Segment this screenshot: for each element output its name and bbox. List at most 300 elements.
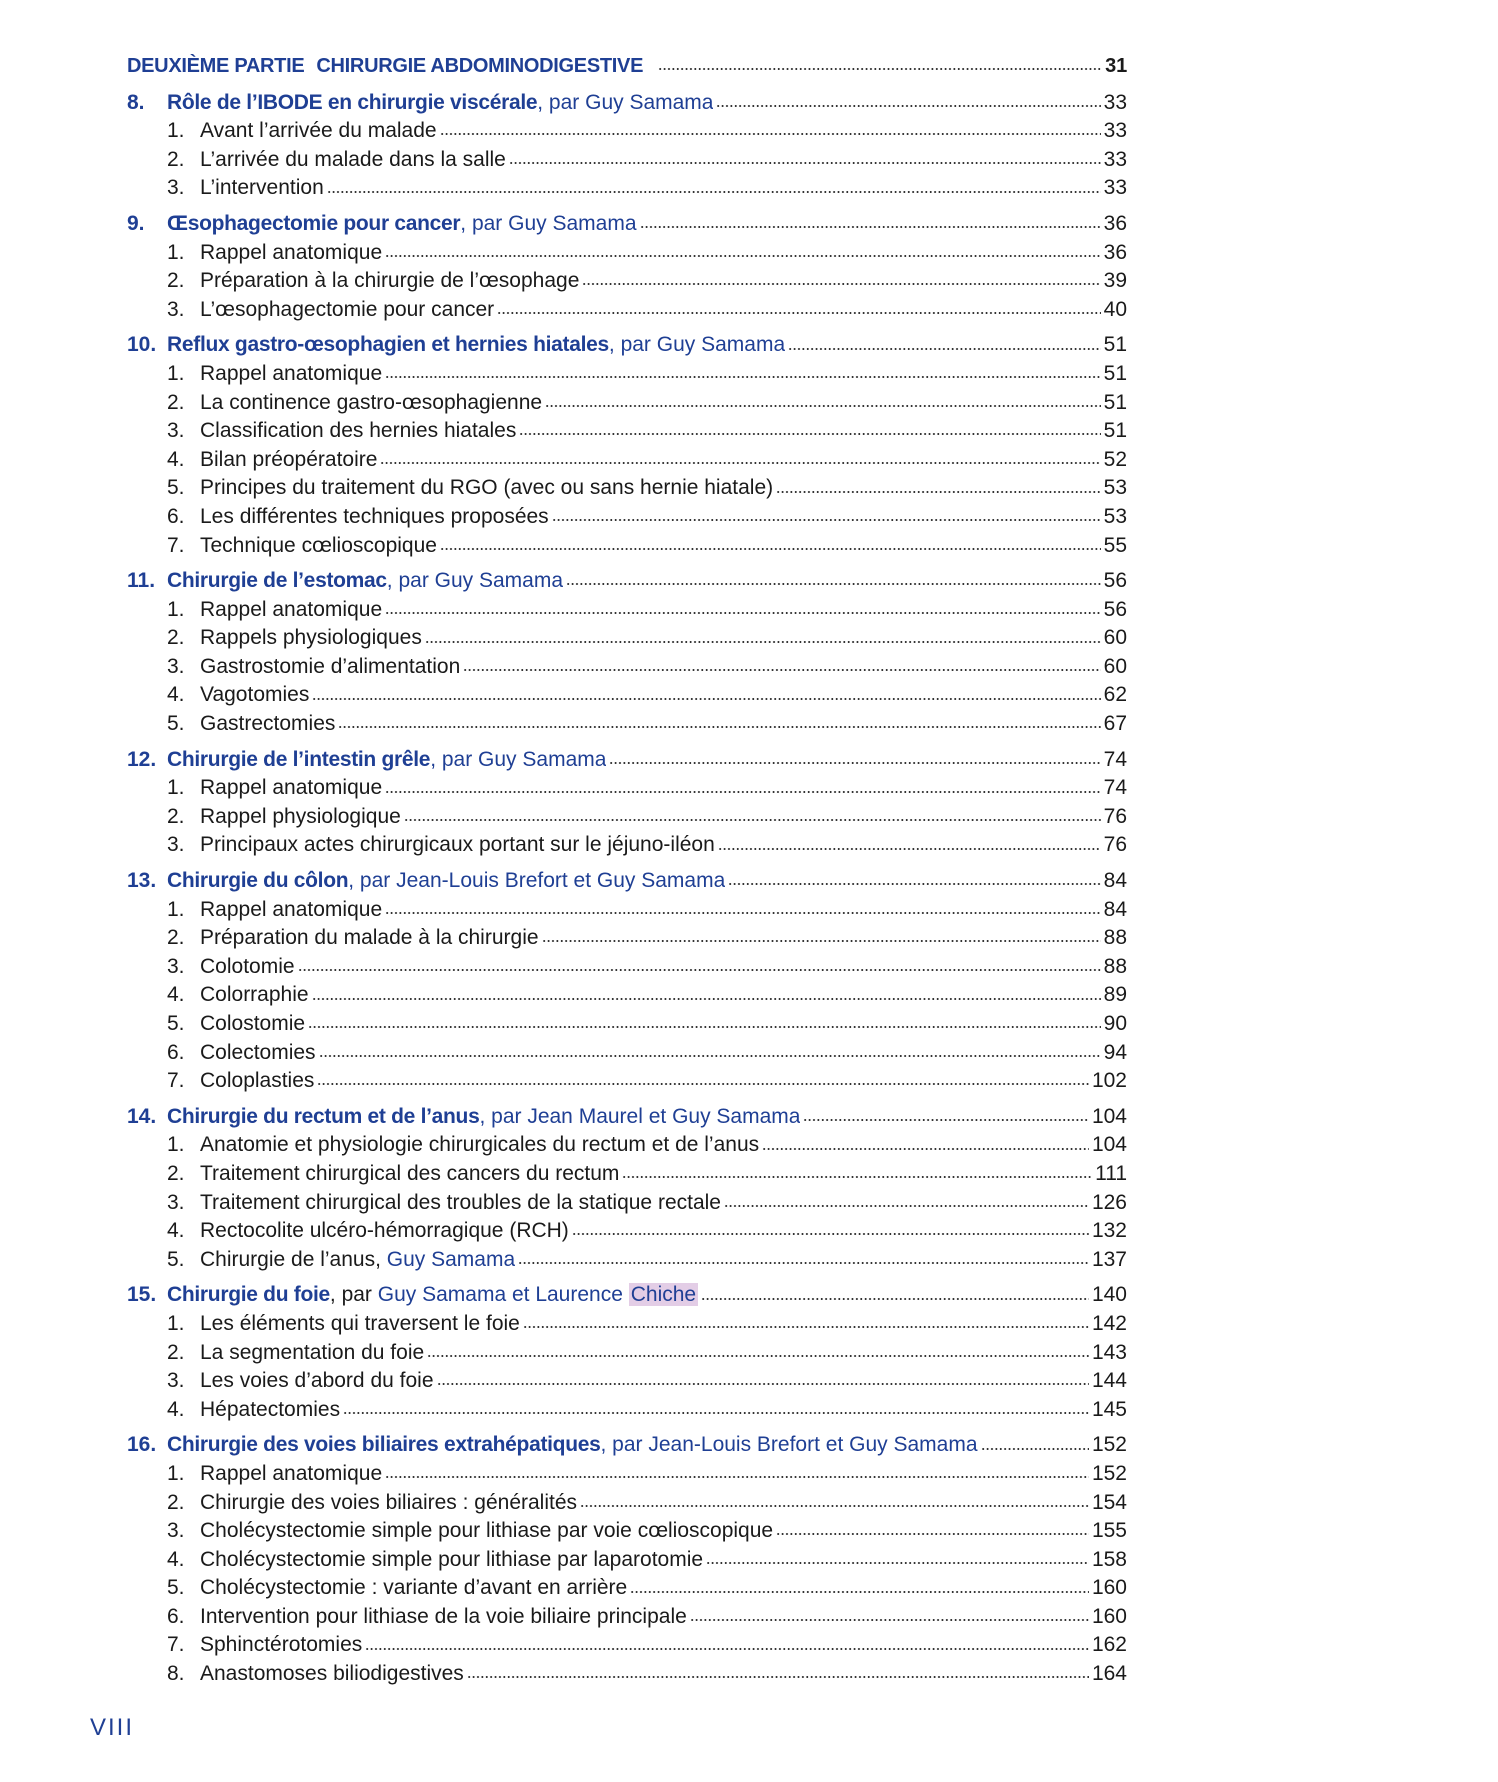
page-number: 62	[1103, 683, 1127, 707]
section-entry[interactable]	[127, 1245, 1127, 1274]
section-entry[interactable]	[127, 416, 1127, 445]
section-entry[interactable]	[127, 1366, 1127, 1395]
dot-leader	[404, 804, 1101, 825]
section-entry[interactable]	[127, 680, 1127, 709]
dot-leader	[327, 175, 1101, 196]
page-number: 90	[1103, 1012, 1127, 1035]
dot-leader	[425, 625, 1101, 646]
section-title	[200, 1460, 382, 1489]
section-title-text: Chirurgie des voies biliaires : généralités	[200, 1490, 578, 1514]
chapter-list	[127, 88, 1127, 1688]
section-title-text: Rectocolite ulcéro-hémorragique (RCH)	[200, 1219, 569, 1243]
section-number: 1.	[167, 897, 185, 921]
chapter-title-text: Chirurgie de l’intestin grêle	[167, 747, 431, 771]
chapter-title	[167, 867, 725, 896]
section-title-text: La continence gastro-œsophagienne	[200, 390, 543, 414]
section-title	[200, 174, 324, 203]
chapter-authors: , par Jean Maurel et Guy Samama	[479, 1104, 801, 1128]
page-number: 33	[1103, 147, 1127, 171]
page-number: 53	[1103, 476, 1127, 500]
page-number: 52	[1103, 447, 1127, 471]
section-title-text: Gastrectomies	[200, 712, 336, 736]
chapter-number: 15.	[127, 1283, 157, 1307]
section-entry[interactable]	[127, 445, 1127, 474]
chapter-authors: , par Jean-Louis Brefort et Guy Samama	[600, 1433, 978, 1457]
page-number: 104	[1091, 1104, 1127, 1128]
chapter-title	[167, 210, 637, 239]
dot-leader	[427, 1340, 1089, 1361]
page-number: 88	[1103, 954, 1127, 978]
section-title-text: L’arrivée du malade dans la salle	[200, 147, 506, 171]
chapter-number: 11.	[127, 569, 156, 593]
section-number: 1.	[167, 1133, 185, 1157]
chapter-authors: , par Guy Samama	[386, 569, 564, 593]
section-number: 1.	[167, 1311, 185, 1335]
dot-leader	[701, 1282, 1089, 1303]
section-entry[interactable]	[127, 595, 1127, 624]
section-number: 6.	[167, 504, 185, 528]
section-title-text: Avant l’arrivée du malade	[200, 119, 437, 143]
chapter-title-text: Chirurgie de l’estomac	[167, 569, 387, 593]
section-title	[200, 1339, 424, 1368]
page-number: 31	[1105, 55, 1127, 77]
page-number: 111	[1095, 1161, 1127, 1185]
section-title	[200, 953, 295, 982]
chapter-title-text: Reflux gastro-œsophagien et hernies hiatales	[167, 333, 609, 357]
chapter-entry[interactable]	[127, 209, 1127, 238]
section-title	[200, 239, 382, 268]
section-number: 2.	[167, 1340, 185, 1364]
page-number: 132	[1091, 1219, 1127, 1243]
section-number: 3.	[167, 1519, 185, 1543]
page-number: 55	[1103, 533, 1127, 557]
section-title-text: Technique cœlioscopique	[200, 533, 437, 557]
section-title-text: L’œsophagectomie pour cancer	[200, 297, 495, 321]
chapter-entry[interactable]	[127, 330, 1127, 359]
section-number: 6.	[167, 1040, 185, 1064]
section-number: 1.	[167, 597, 185, 621]
section-title	[200, 474, 773, 503]
dot-leader	[317, 1068, 1089, 1089]
section-title-text: Sphinctérotomies	[200, 1633, 363, 1657]
section-entry[interactable]	[127, 238, 1127, 267]
section-title-text: Hépatectomies	[200, 1397, 341, 1421]
section-title	[200, 146, 506, 175]
section-number: 1.	[167, 776, 185, 800]
section-number: 2.	[167, 926, 185, 950]
section-number: 4.	[167, 1547, 185, 1571]
chapter-title-text: Chirurgie du côlon	[167, 869, 349, 893]
dot-leader	[312, 982, 1101, 1003]
section-number: 1.	[167, 119, 185, 143]
section-number: 3.	[167, 654, 185, 678]
dot-leader	[728, 868, 1100, 889]
chapter-title	[167, 89, 713, 118]
page-number: 39	[1103, 269, 1127, 293]
section-title-text: Principaux actes chirurgicaux portant sur le jéjuno-iléon	[200, 833, 715, 857]
page-number: 33	[1103, 90, 1127, 114]
section-title-text: Les voies d’abord du foie	[200, 1369, 434, 1393]
dot-leader	[572, 1218, 1089, 1239]
section-entry[interactable]	[127, 295, 1127, 324]
dot-leader	[776, 1518, 1089, 1539]
dot-leader	[319, 1040, 1101, 1061]
section-title-text: Rappel anatomique	[200, 776, 383, 800]
dot-leader	[724, 1190, 1089, 1211]
section-entry[interactable]	[127, 830, 1127, 859]
section-number: 1.	[167, 240, 185, 264]
section-title	[200, 267, 579, 296]
section-title	[200, 1160, 619, 1189]
section-entry[interactable]	[127, 145, 1127, 174]
section-entry[interactable]	[127, 1130, 1127, 1159]
section-entry[interactable]	[127, 1038, 1127, 1067]
section-entry[interactable]	[127, 1516, 1127, 1545]
page-number: 36	[1103, 211, 1127, 235]
section-entry[interactable]	[127, 1545, 1127, 1574]
section-entry[interactable]	[127, 1630, 1127, 1659]
page-number: 126	[1091, 1190, 1127, 1214]
section-title-text: Rappel anatomique	[200, 1461, 383, 1485]
section-title	[200, 1246, 515, 1275]
section-title-text: Les éléments qui traversent le foie	[200, 1311, 520, 1335]
section-title	[200, 1067, 314, 1096]
section-entry[interactable]	[127, 1459, 1127, 1488]
section-number: 6.	[167, 1604, 185, 1628]
section-number: 7.	[167, 1069, 185, 1093]
section-title	[200, 117, 437, 146]
chapter-title-text: Chirurgie du foie	[167, 1283, 330, 1307]
page-number: 56	[1103, 569, 1127, 593]
section-number: 2.	[167, 269, 185, 293]
section-entry[interactable]	[127, 623, 1127, 652]
chapter-entry[interactable]	[127, 1102, 1127, 1131]
section-title-text: Cholécystectomie simple pour lithiase par laparotomie	[200, 1547, 704, 1571]
dot-leader	[981, 1432, 1089, 1453]
part-heading[interactable]	[127, 52, 1127, 81]
page-number: 84	[1103, 897, 1127, 921]
dot-leader	[437, 1368, 1089, 1389]
section-title-text: La segmentation du foie	[200, 1340, 425, 1364]
section-number: 5.	[167, 1247, 185, 1271]
section-entry[interactable]	[127, 1573, 1127, 1602]
page-number: 33	[1103, 176, 1127, 200]
section-entry[interactable]	[127, 173, 1127, 202]
dot-leader	[509, 147, 1101, 168]
chapter-number: 9.	[127, 211, 145, 235]
dot-leader	[582, 268, 1100, 289]
chapter-authors: , par Guy Samama	[537, 90, 714, 114]
section-number: 5.	[167, 1012, 185, 1035]
dot-leader	[706, 1547, 1089, 1568]
section-title	[200, 831, 715, 860]
dot-leader	[776, 475, 1101, 496]
section-title-text: Cholécystectomie simple pour lithiase par voie cœlioscopique	[200, 1519, 774, 1543]
section-title	[200, 710, 335, 739]
section-title	[200, 1367, 434, 1396]
section-entry[interactable]	[127, 980, 1127, 1009]
section-number: 1.	[167, 361, 185, 385]
section-entry[interactable]	[127, 359, 1127, 388]
page-folio: VIII	[90, 1714, 135, 1741]
page-number: 152	[1091, 1433, 1127, 1457]
page-number: 102	[1091, 1069, 1127, 1093]
dot-leader	[385, 597, 1101, 618]
section-title-text: Cholécystectomie : variante d’avant en arrière	[200, 1576, 628, 1600]
section-number: 2.	[167, 626, 185, 650]
page-number: 74	[1103, 747, 1127, 771]
page-number: 74	[1103, 776, 1127, 800]
section-entry[interactable]	[127, 952, 1127, 981]
section-title-text: Bilan préopératoire	[200, 447, 378, 471]
section-number: 8.	[167, 1662, 185, 1686]
dot-leader	[803, 1104, 1089, 1125]
page-number: 144	[1091, 1369, 1127, 1393]
dot-leader	[552, 504, 1101, 525]
section-title-text: Principes du traitement du RGO (avec ou sans hernie hiatale)	[200, 476, 774, 500]
section-entry[interactable]	[127, 1602, 1127, 1631]
dot-leader	[518, 1247, 1089, 1268]
section-number: 2.	[167, 147, 185, 171]
page-number: 36	[1103, 240, 1127, 264]
dot-leader	[580, 1490, 1089, 1511]
page-number: 51	[1103, 419, 1127, 443]
chapter-authors: , par Jean-Louis Brefort et Guy Samama	[348, 869, 726, 893]
section-title	[200, 446, 377, 475]
section-entry[interactable]	[127, 1066, 1127, 1095]
chapter-entry[interactable]	[127, 1430, 1127, 1459]
section-number: 3.	[167, 954, 185, 978]
chapter-by: , par	[329, 1283, 378, 1307]
section-author: Guy Samama	[386, 1247, 516, 1271]
dot-leader	[545, 390, 1101, 411]
dot-leader	[788, 332, 1101, 353]
section-title-text: Traitement chirurgical des troubles de la statique rectale	[200, 1190, 721, 1214]
section-title-text: Anastomoses biliodigestives	[200, 1662, 464, 1686]
section-title-text: Rappels physiologiques	[200, 626, 422, 650]
section-entry[interactable]	[127, 1188, 1127, 1217]
section-entry[interactable]	[127, 652, 1127, 681]
section-title-text: Vagotomies	[200, 683, 310, 707]
section-number: 2.	[167, 1490, 185, 1514]
section-number: 3.	[167, 419, 185, 443]
dot-leader	[298, 954, 1101, 975]
section-title	[200, 681, 309, 710]
section-title	[200, 1631, 362, 1660]
page-number: 160	[1091, 1604, 1127, 1628]
section-title	[200, 624, 422, 653]
dot-leader	[380, 447, 1100, 468]
chapter-entry[interactable]	[127, 88, 1127, 117]
section-number: 4.	[167, 1219, 185, 1243]
section-title-text: Chirurgie de l’anus,	[200, 1247, 387, 1271]
dot-leader	[467, 1661, 1089, 1682]
page-number: 162	[1091, 1633, 1127, 1657]
page-number: 137	[1091, 1247, 1127, 1271]
page-number: 89	[1103, 983, 1127, 1007]
dot-leader	[630, 1575, 1089, 1596]
chapter-title	[167, 567, 563, 596]
section-entry[interactable]	[127, 473, 1127, 502]
section-number: 2.	[167, 390, 185, 414]
section-title-text: Traitement chirurgical des cancers du rectum	[200, 1161, 620, 1185]
section-title-text: Rappel anatomique	[200, 597, 383, 621]
section-entry[interactable]	[127, 1488, 1127, 1517]
dot-leader	[718, 832, 1101, 853]
section-title	[200, 1660, 464, 1689]
dot-leader	[716, 90, 1100, 111]
dot-leader	[658, 54, 1102, 74]
section-title-text: Classification des hernies hiatales	[200, 419, 517, 443]
page-number: 60	[1103, 626, 1127, 650]
dot-leader	[519, 418, 1100, 439]
section-number: 3.	[167, 297, 185, 321]
page-number: 94	[1103, 1040, 1127, 1064]
section-title-text: Rappel physiologique	[200, 804, 401, 828]
section-number: 4.	[167, 447, 185, 471]
section-title	[200, 1131, 759, 1160]
section-title-text: Coloplasties	[200, 1069, 315, 1093]
section-title	[200, 1546, 703, 1575]
section-number: 4.	[167, 983, 185, 1007]
page-number: 88	[1103, 926, 1127, 950]
section-entry[interactable]	[127, 802, 1127, 831]
page-number: 60	[1103, 654, 1127, 678]
section-title	[200, 1517, 773, 1546]
section-title-text: Préparation du malade à la chirurgie	[200, 926, 539, 950]
dot-leader	[622, 1161, 1092, 1182]
section-entry[interactable]	[127, 1395, 1127, 1424]
section-number: 3.	[167, 176, 185, 200]
section-entry[interactable]	[127, 502, 1127, 531]
section-title-text: Préparation à la chirurgie de l’œsophage	[200, 269, 580, 293]
section-entry[interactable]	[127, 895, 1127, 924]
page-number: 56	[1103, 597, 1127, 621]
page-number: 76	[1103, 804, 1127, 828]
section-title	[200, 596, 382, 625]
section-entry[interactable]	[127, 709, 1127, 738]
chapter-authors: , par Guy Samama	[430, 747, 607, 771]
section-entry[interactable]	[127, 1309, 1127, 1338]
section-title	[200, 532, 437, 561]
section-number: 5.	[167, 712, 185, 736]
section-entry[interactable]	[127, 388, 1127, 417]
page-number: 40	[1103, 297, 1127, 321]
page-number: 154	[1091, 1490, 1127, 1514]
section-title	[200, 896, 382, 925]
section-entry[interactable]	[127, 773, 1127, 802]
table-of-contents	[127, 52, 1127, 1688]
chapter-entry[interactable]	[127, 566, 1127, 595]
section-number: 5.	[167, 476, 185, 500]
page-number: 104	[1091, 1133, 1127, 1157]
chapter-title-text: Chirurgie des voies biliaires extrahépatiques	[167, 1433, 601, 1457]
section-entry[interactable]	[127, 1338, 1127, 1367]
dot-leader	[312, 682, 1100, 703]
section-number: 3.	[167, 1369, 185, 1393]
section-title-text: Colorraphie	[200, 983, 309, 1007]
chapter-title	[167, 331, 785, 360]
page-number: 164	[1091, 1662, 1127, 1686]
part-title: CHIRURGIE ABDOMINODIGESTIVE	[316, 55, 644, 77]
highlighted-author: Chiche	[630, 1283, 697, 1307]
chapter-title-text: Œsophagectomie pour cancer	[167, 211, 461, 235]
section-title-text: Rappel anatomique	[200, 361, 383, 385]
chapter-entry[interactable]	[127, 1280, 1127, 1309]
section-entry[interactable]	[127, 116, 1127, 145]
section-title	[200, 653, 460, 682]
section-entry[interactable]	[127, 266, 1127, 295]
chapter-title	[167, 1103, 800, 1132]
page-number: 152	[1091, 1461, 1127, 1485]
section-title	[200, 1217, 569, 1246]
chapter-entry[interactable]	[127, 745, 1127, 774]
section-title	[200, 1603, 687, 1632]
section-number: 4.	[167, 1397, 185, 1421]
section-entry[interactable]	[127, 1159, 1127, 1188]
chapter-title	[167, 746, 606, 775]
chapter-title	[167, 1281, 698, 1310]
page-number: 76	[1103, 833, 1127, 857]
chapter-title-text: Rôle de l’IBODE en chirurgie viscérale	[167, 90, 538, 114]
chapter-number: 10.	[127, 333, 157, 357]
section-title-text: Gastrostomie d’alimentation	[200, 654, 461, 678]
chapter-number: 16.	[127, 1433, 157, 1457]
section-title-text: Colotomie	[200, 954, 295, 978]
section-title	[200, 981, 309, 1010]
page-number: 143	[1091, 1340, 1127, 1364]
section-number: 3.	[167, 1190, 185, 1214]
section-title	[200, 924, 539, 953]
chapter-entry[interactable]	[127, 866, 1127, 895]
page-number: 160	[1091, 1576, 1127, 1600]
section-number: 3.	[167, 833, 185, 857]
chapter-number: 13.	[127, 869, 157, 893]
page-number: 142	[1091, 1311, 1127, 1335]
dot-leader	[440, 118, 1101, 139]
chapter-authors: Guy Samama et Laurence	[377, 1283, 629, 1307]
section-number: 7.	[167, 533, 185, 557]
section-title-text: Intervention pour lithiase de la voie biliaire principale	[200, 1604, 687, 1628]
section-title	[200, 1489, 577, 1518]
section-entry[interactable]	[127, 1009, 1127, 1038]
section-title	[200, 503, 549, 532]
page-number: 33	[1103, 119, 1127, 143]
page-number: 140	[1091, 1283, 1127, 1307]
dot-leader	[497, 297, 1100, 318]
dot-leader	[308, 1011, 1101, 1032]
dot-leader	[385, 897, 1101, 918]
chapter-title	[167, 1431, 978, 1460]
section-title	[200, 1396, 340, 1425]
section-number: 1.	[167, 1461, 185, 1485]
section-title	[200, 1310, 520, 1339]
section-title	[200, 389, 542, 418]
section-entry[interactable]	[127, 1659, 1127, 1688]
dot-leader	[440, 533, 1101, 554]
section-title	[200, 417, 516, 446]
section-title-text: Colostomie	[200, 1012, 306, 1035]
section-title	[200, 1574, 627, 1603]
chapter-number: 8.	[127, 90, 145, 114]
section-entry[interactable]	[127, 531, 1127, 560]
section-entry[interactable]	[127, 1216, 1127, 1245]
dot-leader	[338, 711, 1100, 732]
section-entry[interactable]	[127, 923, 1127, 952]
dot-leader	[609, 747, 1100, 768]
section-title	[200, 774, 382, 803]
dot-leader	[343, 1397, 1089, 1418]
